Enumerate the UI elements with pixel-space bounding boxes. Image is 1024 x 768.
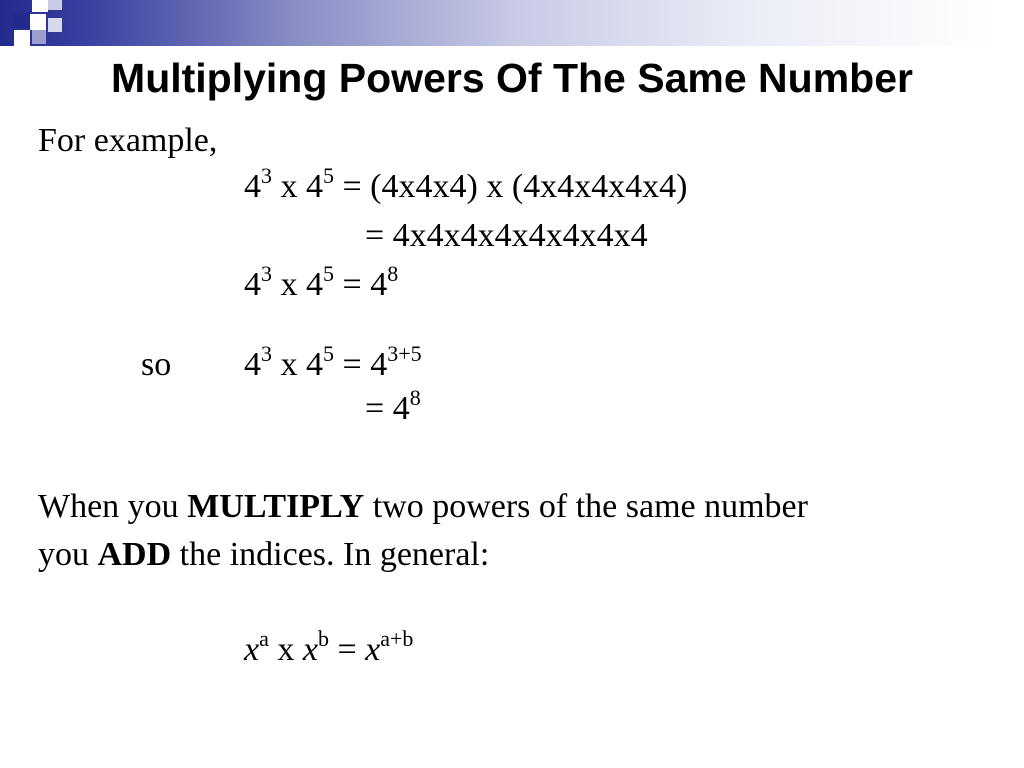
times-sign: x bbox=[280, 346, 298, 383]
exponent: 3 bbox=[261, 341, 272, 366]
header-band bbox=[0, 0, 1024, 46]
corner-square-light-2 bbox=[48, 0, 62, 10]
exponent: b bbox=[317, 626, 329, 651]
expanded-product: = (4x4x4) x (4x4x4x4x4) bbox=[342, 168, 688, 205]
rule-keyword-add: ADD bbox=[97, 536, 172, 573]
exponent: a bbox=[259, 626, 269, 651]
corner-square-dark-1 bbox=[14, 12, 30, 28]
rule-text: you bbox=[38, 536, 98, 573]
base: 4 bbox=[392, 390, 410, 427]
equation-step-1 bbox=[244, 163, 688, 207]
equals-sign: = bbox=[342, 266, 362, 303]
variable: x bbox=[365, 631, 381, 668]
exponent-sum: 3+5 bbox=[387, 341, 422, 366]
equals-sign: = bbox=[337, 631, 357, 668]
exponent: 8 bbox=[409, 385, 421, 410]
equation-step-4 bbox=[244, 341, 422, 385]
corner-square-light-3 bbox=[30, 14, 46, 30]
rule-text: the indices. In general: bbox=[171, 536, 490, 573]
intro-label: For example, bbox=[38, 122, 218, 159]
variable: x bbox=[244, 631, 260, 668]
equals-sign: = bbox=[342, 346, 362, 383]
equation-step-5 bbox=[365, 385, 421, 429]
equation-step-2 bbox=[365, 216, 648, 256]
equation-step-3 bbox=[244, 261, 399, 305]
exponent: 5 bbox=[323, 163, 334, 188]
base: 4 bbox=[370, 266, 388, 303]
base: 4 bbox=[244, 346, 261, 383]
base: 4 bbox=[306, 266, 323, 303]
exponent: 8 bbox=[387, 261, 399, 286]
exponent: 5 bbox=[323, 261, 334, 286]
corner-square-mid-1 bbox=[32, 30, 46, 44]
times-sign: x bbox=[280, 266, 298, 303]
rule-text: two powers of the same number bbox=[364, 488, 808, 525]
expanded-product-combined: = 4x4x4x4x4x4x4x4 bbox=[365, 217, 648, 254]
general-formula bbox=[244, 626, 414, 670]
base: 4 bbox=[306, 346, 323, 383]
times-sign: x bbox=[280, 168, 298, 205]
rule-keyword-multiply: MULTIPLY bbox=[187, 488, 365, 525]
exponent: 3 bbox=[261, 163, 272, 188]
rule-line-2 bbox=[38, 535, 489, 575]
base: 4 bbox=[244, 266, 261, 303]
slide-title: Multiplying Powers Of The Same Number bbox=[111, 55, 913, 101]
rule-text: When you bbox=[38, 488, 188, 525]
base: 4 bbox=[244, 168, 261, 205]
times-sign: x bbox=[277, 631, 295, 668]
so-word: so bbox=[141, 346, 172, 383]
equals-sign: = bbox=[365, 390, 385, 427]
exponent-sum: a+b bbox=[380, 626, 414, 651]
corner-square-light-1 bbox=[32, 0, 48, 12]
rule-line-1 bbox=[38, 487, 808, 527]
base: 4 bbox=[306, 168, 323, 205]
exponent: 5 bbox=[323, 341, 334, 366]
intro-text bbox=[38, 121, 217, 161]
exponent: 3 bbox=[261, 261, 272, 286]
base: 4 bbox=[370, 346, 388, 383]
so-label bbox=[141, 345, 171, 385]
variable: x bbox=[302, 631, 318, 668]
corner-square-light-5 bbox=[48, 18, 62, 32]
corner-square-light-4 bbox=[14, 30, 30, 46]
